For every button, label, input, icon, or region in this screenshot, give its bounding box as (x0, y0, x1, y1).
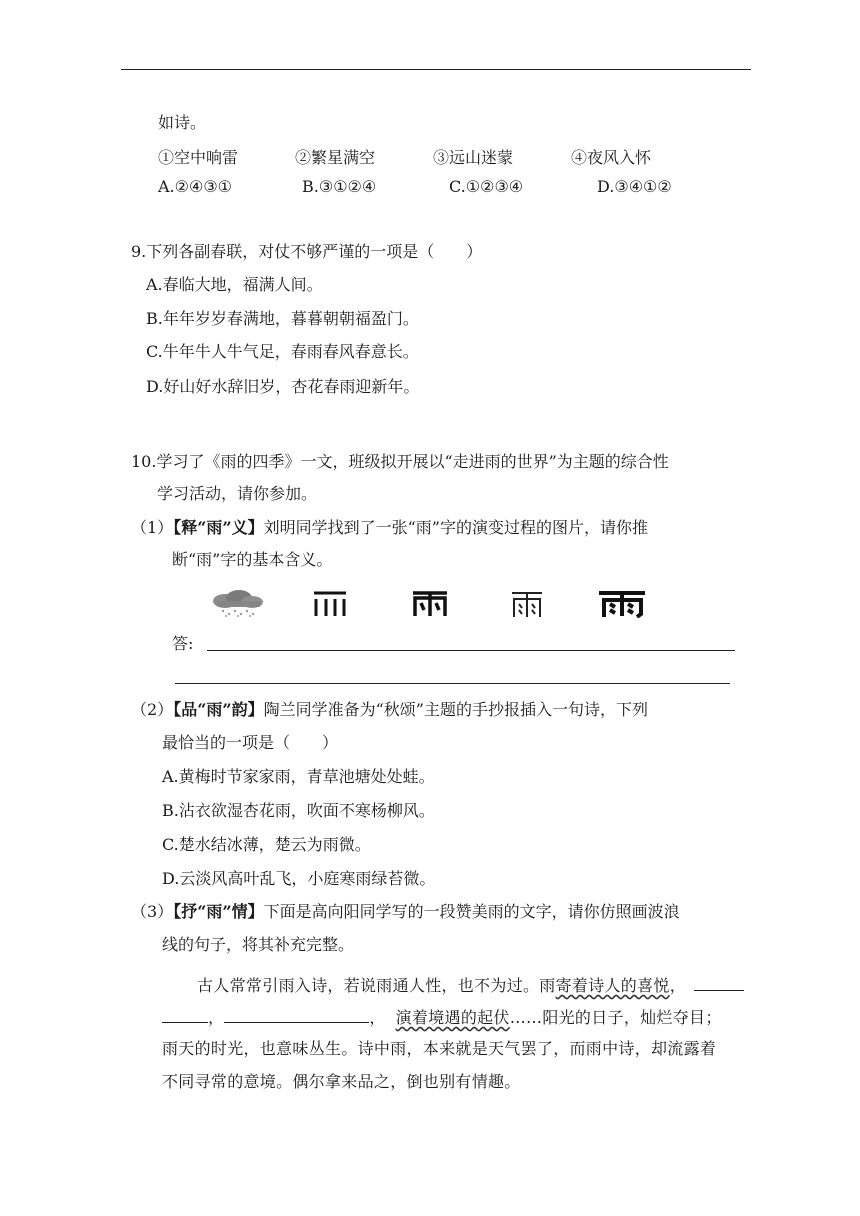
q8-option: B.③①②④ (302, 177, 377, 196)
q8-item: ①空中响雷 (158, 148, 239, 167)
part-tag: 【抒“雨”情】 (173, 902, 264, 921)
passage-text: ， (369, 1008, 386, 1027)
q8-item: ②繁星满空 (295, 148, 376, 167)
part-number: （3） (131, 902, 174, 921)
clerical-rain-glyph (597, 590, 647, 618)
part-text: 陶兰同学准备为“秋颂”主题的手抄报插入一句诗，下列 (263, 700, 648, 719)
q8-item: ④夜风入怀 (571, 148, 652, 167)
passage-line2 (162, 1006, 722, 1028)
q10-part2-option: C.楚水结冰薄，楚云为雨微。 (162, 835, 371, 854)
fill-in-blank[interactable] (224, 1006, 369, 1023)
q10-part1-line1 (131, 518, 648, 538)
fill-in-blank[interactable] (162, 1006, 208, 1023)
q9-stem: 9.下列各副春联，对仗不够严谨的一项是（ ） (131, 242, 483, 261)
answer-blank-line[interactable] (175, 683, 730, 684)
q10-part3-line2: 线的句子，将其补充完整。 (162, 935, 355, 954)
q8-continuation: 如诗。 (158, 113, 207, 132)
passage-text: 古人常常引雨入诗，若说雨通人性，也不为过。雨 (197, 976, 556, 995)
q9-option: D.好山好水辞旧岁，杏花春雨迎新年。 (146, 377, 420, 396)
passage-line4: 不同寻常的意境。偶尔拿来品之，倒也别有情趣。 (162, 1072, 521, 1091)
fill-in-blank[interactable] (694, 974, 744, 991)
part-text: 刘明同学找到了一张“雨”字的演变过程的图片，请你推 (263, 518, 648, 537)
answer-blank-line[interactable] (207, 650, 735, 651)
q10-stem-line2: 学习活动，请你参加。 (157, 484, 318, 503)
q10-part1-line2: 断“雨”字的基本含义。 (172, 550, 333, 569)
header-rule (121, 69, 751, 70)
bronze-rain-glyph (411, 590, 449, 618)
q8-item: ③远山迷蒙 (433, 148, 514, 167)
q10-part2-option: B.沾衣欲湿杏花雨，吹面不寒杨柳风。 (162, 801, 435, 820)
answer-label: 答: (172, 634, 194, 653)
rain-cloud-pictograph (209, 590, 265, 618)
q10-part2-line1 (131, 700, 648, 720)
q10-part3-line1 (131, 902, 680, 922)
q9-option: C.牛年牛人牛气足，春雨春风春意长。 (146, 342, 419, 361)
seal-script-rain-glyph (509, 590, 545, 618)
passage-line3: 雨天的时光，也意味丛生。诗中雨，本来就是天气罢了，而雨中诗，却流露着 (162, 1039, 717, 1058)
q8-option: C.①②③④ (449, 177, 524, 196)
part-text: 下面是高向阳同学写的一段赞美雨的文字，请你仿照画波浪 (263, 902, 680, 921)
part-tag: 【释“雨”义】 (173, 518, 264, 537)
part-number: （2） (131, 700, 174, 719)
oracle-bone-rain-glyph (312, 590, 348, 618)
q10-stem-line1: 10.学习了《雨的四季》一文，班级拟开展以“走进雨的世界”为主题的综合性 (131, 452, 669, 471)
q9-option: A.春临大地，福满人间。 (146, 275, 323, 294)
passage-line1 (197, 974, 744, 996)
passage-text: ， (669, 976, 687, 995)
part-tag: 【品“雨”韵】 (173, 700, 264, 719)
q8-option: A.②④③① (158, 177, 233, 196)
q10-part2-line2: 最恰当的一项是（ ） (162, 733, 339, 752)
q9-option: B.年年岁岁春满地，暮暮朝朝福盈门。 (146, 309, 419, 328)
q10-part2-option: D.云淡风高叶乱飞，小庭寒雨绿苔微。 (162, 869, 436, 888)
passage-text: ……阳光的日子，灿烂夺目； (509, 1008, 722, 1027)
passage-text: ， (208, 1008, 225, 1027)
wavy-underlined-example: 演着境遇的起伏 (395, 1008, 510, 1027)
q8-option: D.③④①② (597, 177, 672, 196)
q10-part2-option: A.黄梅时节家家雨，青草池塘处处蛙。 (162, 767, 435, 786)
part-number: （1） (131, 518, 174, 537)
wavy-underlined-example: 寄着诗人的喜悦 (555, 976, 670, 995)
